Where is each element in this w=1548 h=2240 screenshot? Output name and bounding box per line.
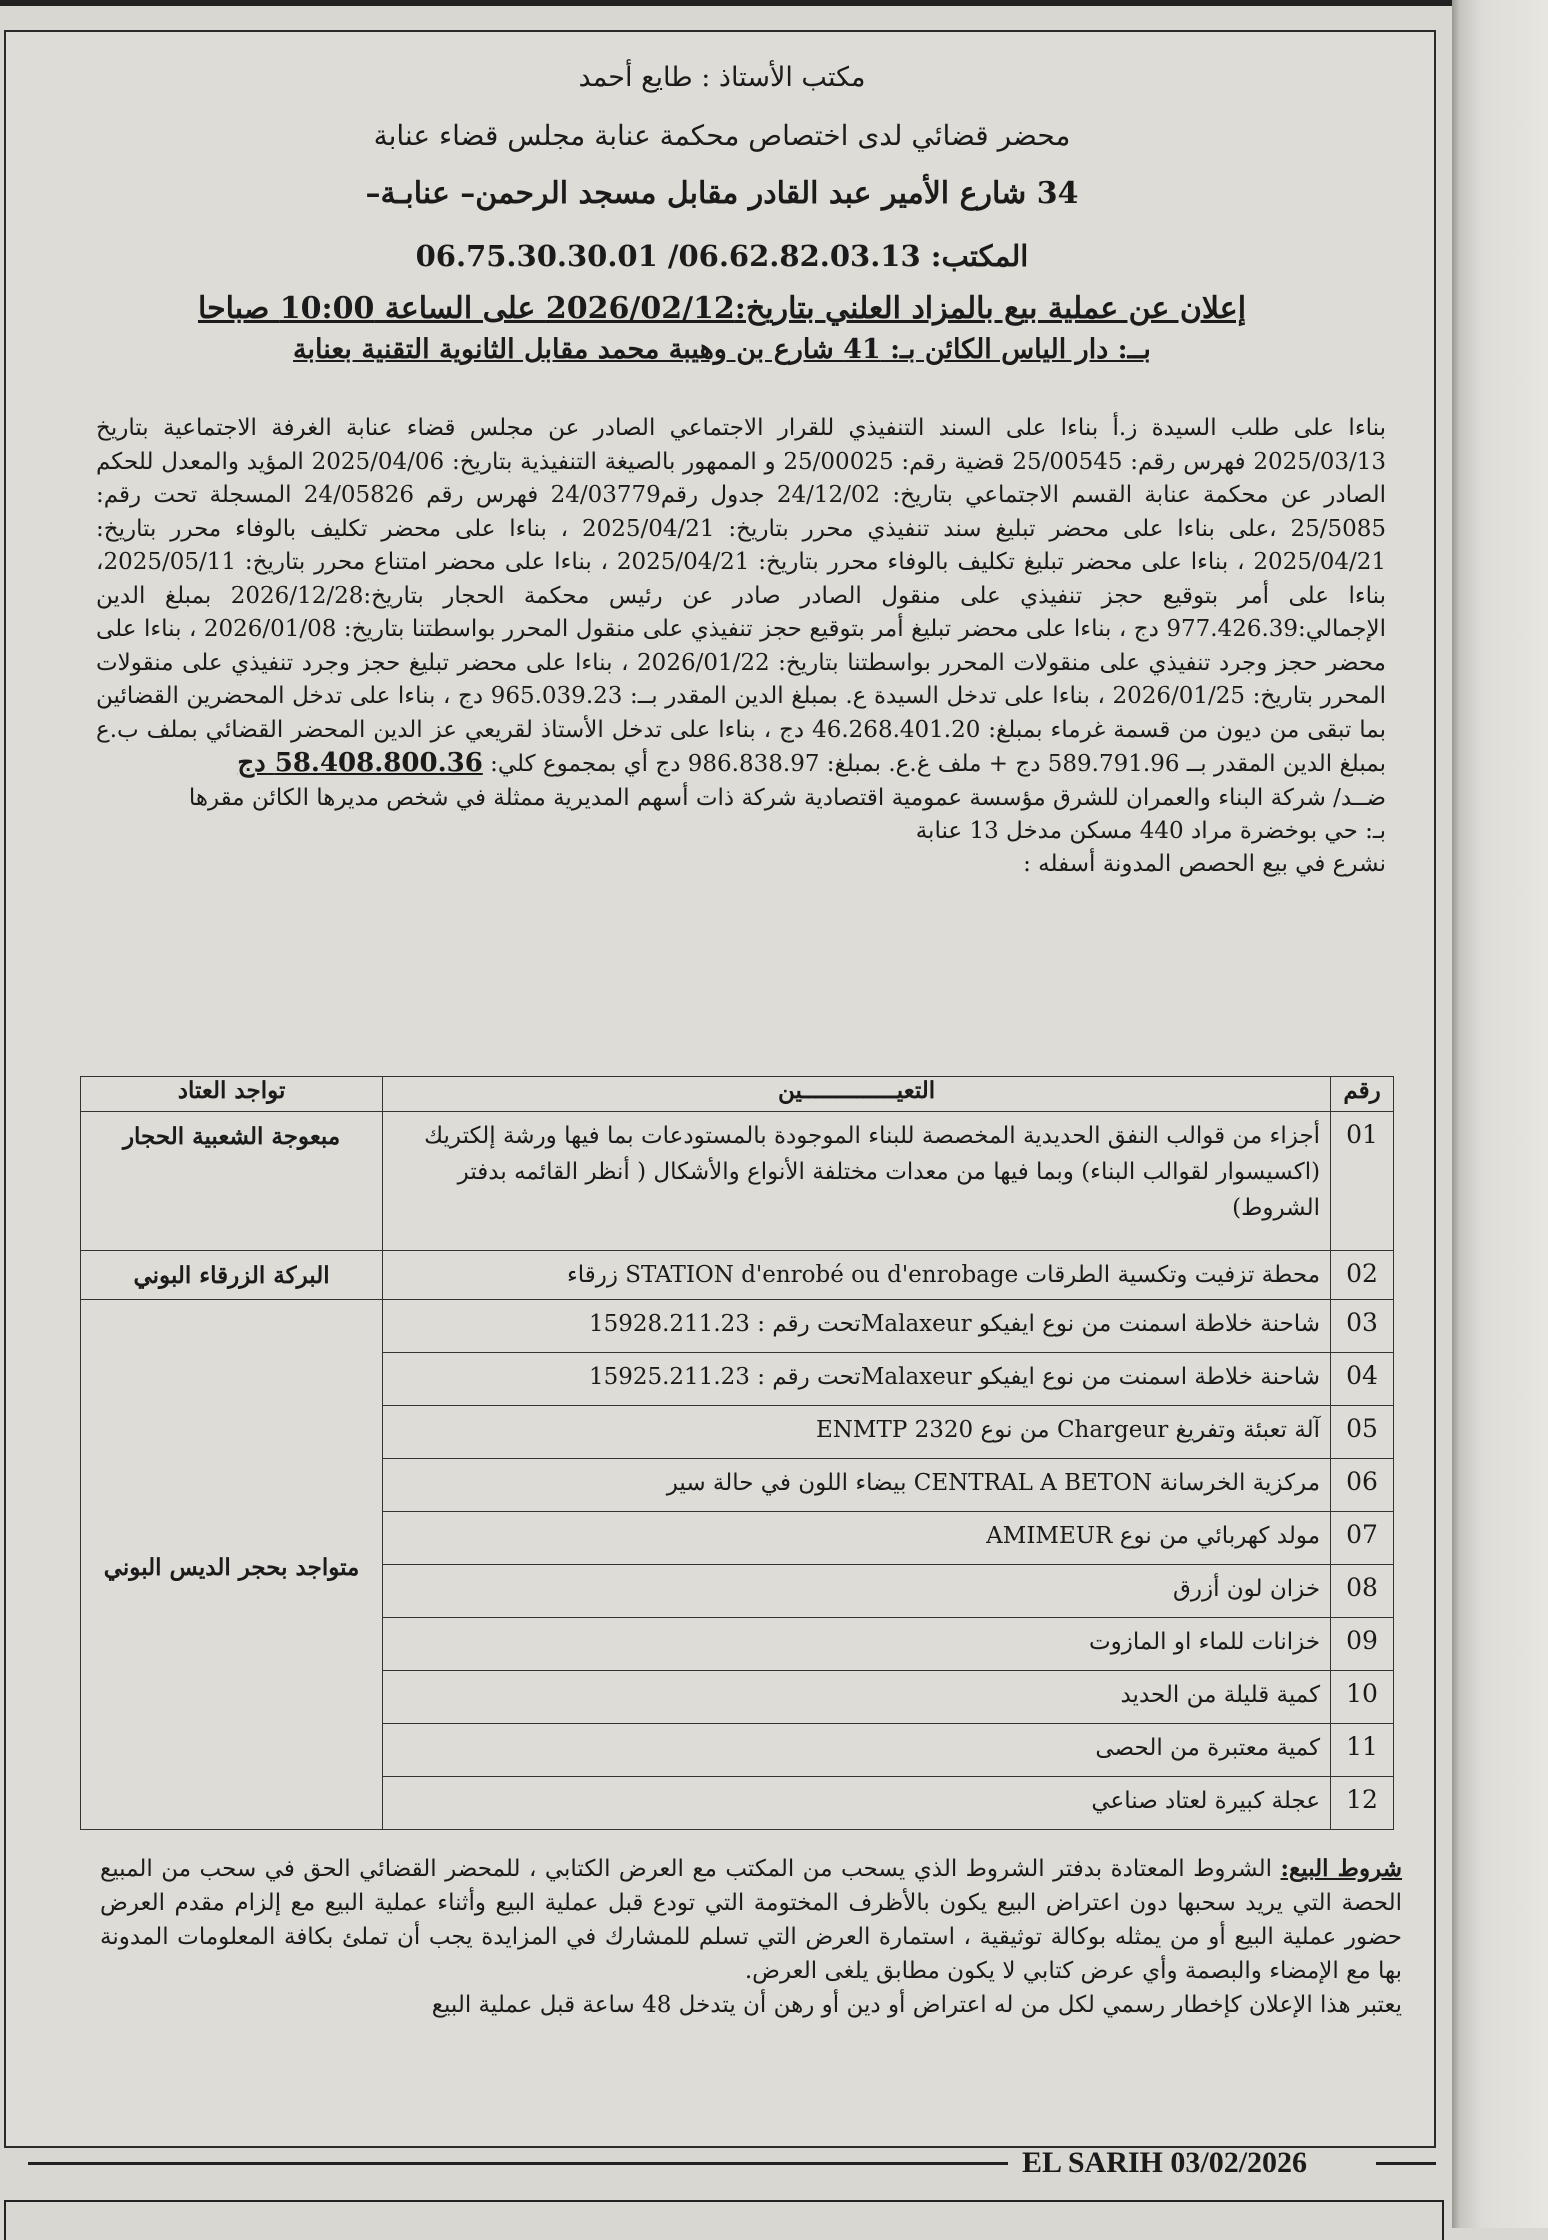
lot-number: 02 (1331, 1251, 1394, 1300)
lot-number: 09 (1331, 1618, 1394, 1671)
lot-description: أجزاء من قوالب النفق الحديدية المخصصة للبناء الموجودة بالمستودعات بما فيها ورشة إلكتريك (اكسيسوار لقوالب البناء) وبما فيها من معدات مختلفة الأنواع والأشكال ( أنظر القائمه بدفتر الشروط) (383, 1112, 1331, 1251)
table-row (81, 1251, 1394, 1300)
table-row (81, 1300, 1394, 1353)
auction-location: بــ: دار الياس الكائن بـ: 41 شارع بن وهيبة محمد مقابل الثانوية التقنية بعنابة (293, 334, 1151, 365)
lot-number: 10 (1331, 1671, 1394, 1724)
header-location: تواجد العتاد (81, 1077, 383, 1112)
conditions-text: الشروط المعتادة بدفتر الشروط الذي يسحب من المكتب مع العرض الكتابي ، للمحضر القضائي الحق في سحب من المبيع الحصة التي يريد سحبها دون اعتراض البيع يكون بالأظرف المختومة التي تودع قبل عملية البيع وأثناء عملية البيع مع إلزام مقدم العرض حضور عملية البيع أو من يمثله بوكالة توثيقية ، استمارة العرض التي تسلم للمشارك في المزايدة يجب أن تملئ بكافة المعلومات المدونة بها مع الإمضاء والبصمة وأي عرض كتابي لا يكون مطابق يلغى العرض. (100, 1856, 1402, 1984)
newspaper-source: EL SARIH 03/02/2026 (1022, 2146, 1308, 2179)
header-num: رقم (1331, 1077, 1394, 1112)
footer-rule-right (1376, 2162, 1436, 2165)
total-amount: 58.408.800.36 دج (237, 748, 483, 778)
lot-description: خزان لون أزرق (383, 1565, 1331, 1618)
debtor-party: ضــد/ شركة البناء والعمران للشرق مؤسسة عمومية اقتصادية شركة ذات أسهم المديرية ممثلة في شخص مديرها الكائن مقرها (188, 784, 1386, 811)
lot-description: مركزية الخرسانة CENTRAL A BETON بيضاء اللون في حالة سير (383, 1459, 1331, 1512)
legal-basis-paragraph (96, 412, 1386, 782)
conditions-label: شروط البيع: (1280, 1855, 1403, 1882)
lots-intro: نشرع في بيع الحصص المدونة أسفله : (1023, 850, 1386, 877)
lot-description: شاحنة خلاطة اسمنت من نوع ايفيكو Malaxeurتحت رقم : 15928.211.23 (383, 1300, 1331, 1353)
debtor-address: بـ: حي بوخضرة مراد 440 مسكن مدخل 13 عنابة (915, 817, 1386, 844)
lot-number: 08 (1331, 1565, 1394, 1618)
lot-description: شاحنة خلاطة اسمنت من نوع ايفيكو Malaxeurتحت رقم : 15925.211.23 (383, 1353, 1331, 1406)
lot-number: 01 (1331, 1112, 1394, 1251)
lot-description: عجلة كبيرة لعتاد صناعي (383, 1777, 1331, 1830)
lot-number: 11 (1331, 1724, 1394, 1777)
header-description: التعيــــــــــــــين (383, 1077, 1331, 1112)
page-edge (1452, 0, 1548, 2228)
conditions-note: يعتبر هذا الإعلان كإخطار رسمي لكل من له اعتراض أو دين أو رهن أن يتدخل 48 ساعة قبل عملية البيع (431, 1992, 1402, 2018)
legal-basis-text: بناءا على طلب السيدة ز.أ بناءا على السند التنفيذي للقرار الاجتماعي الصادر عن مجلس قضاء عنابة الغرفة الاجتماعية بتاريخ 2025/03/13 فهرس رقم: 25/00545 قضية رقم: 25/00025 و الممهور بالصيغة التنفيذية بتاريخ: 2025/04/06 المؤيد والمعدل للحكم الصادر عن محكمة عنابة القسم الاجتماعي بتاريخ: 24/12/02 جدول رقم24/03779 فهرس رقم 24/05826 المسجلة تحت رقم: 25/5085 ،على بناءا على محضر تبليغ سند تنفيذي محرر بتاريخ: 2025/04/21 ، بناءا على محضر تكليف بالوفاء محرر بتاريخ: 2025/04/21 ، بناءا على محضر تبليغ تكليف بالوفاء محرر بتاريخ: 2025/04/21 ، بناءا على محضر امتناع محرر بتاريخ: 2025/05/11، بناءا على أمر بتوقيع حجز تنفيذي على منقول الصادر صادر عن رئيس محكمة الحجار بتاريخ:2026/12/28 بمبلغ الدين الإجمالي:977.426.39 دج ، بناءا على محضر تبليغ أمر بتوقيع حجز تنفيذي على منقول المحرر بواسطتنا بتاريخ: 2026/01/08 ، بناءا على محضر حجز وجرد تنفيذي على منقولات المحرر بواسطتنا بتاريخ: 2026/01/22 ، بناءا على محضر تبليغ حجز وجرد تنفيذي على منقولات المحرر بتاريخ: 2026/01/25 ، بناءا على تدخل السيدة ع. بمبلغ الدين المقدر بــ: 965.039.23 دج ، بناءا على تدخل المحضرين القضائين بما تبقى من ديون من قسمة غرماء بمبلغ: 46.268.401.20 دج ، بناءا على تدخل الأستاذ لقريعي عز الدين المحضر القضائي بملف ب.ع بمبلغ الدين المقدر بــ 589.791.96 دج + ملف غ.ع. بمبلغ: 986.838.97 دج أي بمجموع كلي: (96, 415, 1387, 777)
sale-conditions (100, 1852, 1402, 2022)
lot-description: مولد كهربائي من نوع AMIMEUR (383, 1512, 1331, 1565)
lot-number: 05 (1331, 1406, 1394, 1459)
lot-location: البركة الزرقاء البوني (81, 1251, 383, 1300)
lot-number: 07 (1331, 1512, 1394, 1565)
office-name: مكتب الأستاذ : طايع أحمد (578, 62, 866, 93)
lot-description: آلة تعبئة وتفريغ Chargeur من نوع ENMTP 2320 (383, 1406, 1331, 1459)
lot-number: 03 (1331, 1300, 1394, 1353)
table-row (81, 1112, 1394, 1251)
next-notice-frame (4, 2200, 1444, 2240)
lot-description: محطة تزفيت وتكسية الطرقات STATION d'enrobé ou d'enrobage زرقاء (383, 1251, 1331, 1300)
lots-table (80, 1076, 1394, 1830)
notice-header (6, 62, 1438, 365)
lot-location: مبعوجة الشعبية الحجار (81, 1112, 383, 1251)
lot-number: 12 (1331, 1777, 1394, 1830)
lot-number: 04 (1331, 1353, 1394, 1406)
auction-announcement: إعلان عن عملية بيع بالمزاد العلني بتاريخ:2026/02/12 على الساعة 10:00 صباحا (197, 291, 1247, 326)
court-jurisdiction: محضر قضائي لدى اختصاص محكمة عنابة مجلس قضاء عنابة (373, 119, 1071, 152)
office-address: 34 شارع الأمير عبد القادر مقابل مسجد الرحمن– عنابـة– (365, 176, 1079, 211)
footer-rule (28, 2162, 1008, 2165)
top-rule (0, 0, 1460, 6)
conditions-paragraph (100, 1852, 1402, 1988)
lot-description: كمية قليلة من الحديد (383, 1671, 1331, 1724)
lot-location: متواجد بحجر الديس البوني (81, 1300, 383, 1830)
lot-description: كمية معتبرة من الحصى (383, 1724, 1331, 1777)
table-header-row (81, 1077, 1394, 1112)
lot-number: 06 (1331, 1459, 1394, 1512)
lot-description: خزانات للماء او المازوت (383, 1618, 1331, 1671)
phone-numbers: 06.75.30.30.01 /المكتب: 06.62.82.03.13 (415, 239, 1029, 273)
notice-body (96, 412, 1386, 881)
